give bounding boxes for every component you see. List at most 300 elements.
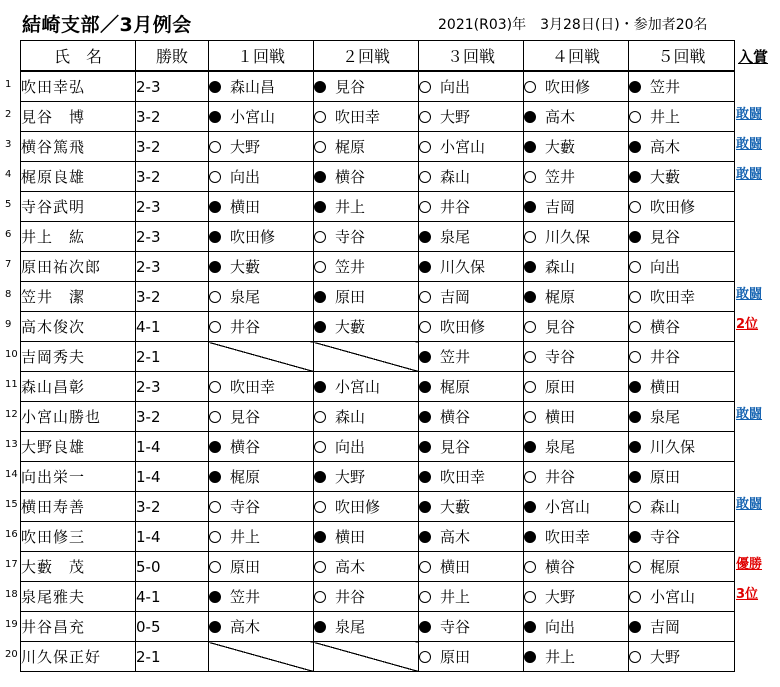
player-name: 高木俊次 xyxy=(21,312,136,342)
win-mark-icon xyxy=(314,291,326,303)
award-badge xyxy=(736,370,780,400)
round-result-cell xyxy=(209,102,314,132)
win-loss-record: 3-2 xyxy=(136,282,209,312)
row-number: 17 xyxy=(5,559,18,570)
opponent-name: 横谷 xyxy=(335,168,366,186)
player-name: 吉岡秀夫 xyxy=(21,342,136,372)
round-result-cell xyxy=(209,162,314,192)
opponent-name: 見谷 xyxy=(545,318,576,336)
round-result-cell xyxy=(524,432,629,462)
bye-cell xyxy=(314,642,419,672)
player-name: 大野良雄 xyxy=(21,432,136,462)
round-result-cell xyxy=(524,192,629,222)
win-mark-icon xyxy=(419,621,431,633)
loss-mark-icon xyxy=(524,381,536,393)
opponent-name: 大野 xyxy=(545,588,576,606)
opponent-name: 小宮山 xyxy=(650,588,696,606)
loss-mark-icon xyxy=(419,111,431,123)
round-result-cell xyxy=(419,252,524,282)
opponent-name: 寺谷 xyxy=(440,618,471,636)
win-mark-icon xyxy=(524,141,536,153)
opponent-name: 向出 xyxy=(335,438,366,456)
player-name: 小宮山勝也 xyxy=(21,402,136,432)
opponent-name: 原田 xyxy=(230,558,261,576)
round-result-cell xyxy=(524,71,629,102)
table-row xyxy=(21,642,735,672)
loss-mark-icon xyxy=(524,81,536,93)
opponent-name: 吉岡 xyxy=(440,288,471,306)
row-number: 1 xyxy=(5,79,12,90)
round-result-cell xyxy=(419,462,524,492)
opponent-name: 横田 xyxy=(230,198,261,216)
row-number: 7 xyxy=(5,259,12,270)
round-result-cell xyxy=(524,642,629,672)
round-result-cell xyxy=(524,162,629,192)
opponent-name: 梶原 xyxy=(440,378,471,396)
header-round-5: ５回戦 xyxy=(629,41,735,72)
opponent-name: 井谷 xyxy=(545,468,576,486)
loss-mark-icon xyxy=(314,501,326,513)
opponent-name: 泉尾 xyxy=(335,618,366,636)
win-mark-icon xyxy=(419,531,431,543)
bye-cell xyxy=(209,342,314,372)
win-mark-icon xyxy=(209,441,221,453)
opponent-name: 井上 xyxy=(650,108,681,126)
win-loss-record: 2-3 xyxy=(136,252,209,282)
player-name: 吹田幸弘 xyxy=(21,71,136,102)
opponent-name: 森山 xyxy=(440,168,471,186)
round-result-cell xyxy=(209,612,314,642)
opponent-name: 小宮山 xyxy=(335,378,381,396)
loss-mark-icon xyxy=(524,411,536,423)
round-result-cell xyxy=(314,162,419,192)
win-mark-icon xyxy=(419,351,431,363)
opponent-name: 笠井 xyxy=(335,258,366,276)
loss-mark-icon xyxy=(524,471,536,483)
opponent-name: 吹田幸 xyxy=(335,108,381,126)
row-number: 13 xyxy=(5,439,18,450)
award-badge xyxy=(736,610,780,640)
opponent-name: 高木 xyxy=(230,618,261,636)
round-result-cell xyxy=(524,372,629,402)
round-result-cell xyxy=(419,222,524,252)
round-result-cell xyxy=(524,342,629,372)
round-result-cell xyxy=(209,432,314,462)
loss-mark-icon xyxy=(524,171,536,183)
opponent-name: 高木 xyxy=(335,558,366,576)
table-row xyxy=(21,492,735,522)
award-badge: 2位 xyxy=(736,317,759,332)
event-date-info: 2021(R03)年 3月28日(日)・参加者20名 xyxy=(438,17,708,33)
row-number: 11 xyxy=(5,379,18,390)
round-result-cell xyxy=(524,522,629,552)
round-result-cell xyxy=(524,612,629,642)
award-badge xyxy=(736,640,780,670)
opponent-name: 大野 xyxy=(440,108,471,126)
round-result-cell xyxy=(314,192,419,222)
table-row xyxy=(21,162,735,192)
round-result-cell xyxy=(629,71,735,102)
header-award: 入賞 xyxy=(738,48,769,66)
win-loss-record: 2-3 xyxy=(136,222,209,252)
award-badge xyxy=(736,460,780,490)
round-result-cell xyxy=(209,522,314,552)
opponent-name: 高木 xyxy=(650,138,681,156)
win-mark-icon xyxy=(314,621,326,633)
round-result-cell xyxy=(524,252,629,282)
win-loss-record: 2-3 xyxy=(136,372,209,402)
win-mark-icon xyxy=(524,621,536,633)
table-row xyxy=(21,372,735,402)
opponent-name: 吉岡 xyxy=(650,618,681,636)
round-result-cell xyxy=(524,102,629,132)
win-mark-icon xyxy=(524,531,536,543)
opponent-name: 高木 xyxy=(440,528,471,546)
round-result-cell xyxy=(629,312,735,342)
opponent-name: 原田 xyxy=(440,648,471,666)
win-loss-record: 5-0 xyxy=(136,552,209,582)
loss-mark-icon xyxy=(314,141,326,153)
opponent-name: 川久保 xyxy=(440,258,486,276)
row-number: 3 xyxy=(5,139,12,150)
round-result-cell xyxy=(629,582,735,612)
award-badge: 敢闘 xyxy=(736,107,763,122)
win-mark-icon xyxy=(629,531,641,543)
round-result-cell xyxy=(629,522,735,552)
row-number: 5 xyxy=(5,199,12,210)
round-result-cell xyxy=(314,312,419,342)
opponent-name: 吹田修 xyxy=(335,498,381,516)
round-result-cell xyxy=(524,282,629,312)
opponent-name: 見谷 xyxy=(335,78,366,96)
win-mark-icon xyxy=(209,231,221,243)
win-mark-icon xyxy=(209,201,221,213)
table-row xyxy=(21,582,735,612)
round-result-cell xyxy=(314,402,419,432)
win-loss-record: 3-2 xyxy=(136,132,209,162)
win-loss-record: 3-2 xyxy=(136,102,209,132)
opponent-name: 吹田幸 xyxy=(650,288,696,306)
win-mark-icon xyxy=(629,441,641,453)
win-mark-icon xyxy=(524,201,536,213)
loss-mark-icon xyxy=(629,111,641,123)
loss-mark-icon xyxy=(209,561,221,573)
award-badge xyxy=(736,70,780,100)
round-result-cell xyxy=(419,552,524,582)
award-badge xyxy=(736,520,780,550)
opponent-name: 横田 xyxy=(545,408,576,426)
opponent-name: 梶原 xyxy=(650,558,681,576)
round-result-cell xyxy=(419,402,524,432)
player-name: 原田祐次郎 xyxy=(21,252,136,282)
win-mark-icon xyxy=(314,81,326,93)
win-mark-icon xyxy=(629,621,641,633)
round-result-cell xyxy=(314,252,419,282)
row-number: 4 xyxy=(5,169,12,180)
round-result-cell xyxy=(419,282,524,312)
header-round-4: ４回戦 xyxy=(524,41,629,72)
win-mark-icon xyxy=(419,231,431,243)
row-number: 8 xyxy=(5,289,12,300)
loss-mark-icon xyxy=(209,531,221,543)
opponent-name: 井上 xyxy=(440,588,471,606)
table-row xyxy=(21,312,735,342)
player-name: 梶原良雄 xyxy=(21,162,136,192)
opponent-name: 原田 xyxy=(545,378,576,396)
loss-mark-icon xyxy=(629,291,641,303)
player-name: 大藪 茂 xyxy=(21,552,136,582)
player-name: 横田寿善 xyxy=(21,492,136,522)
win-mark-icon xyxy=(314,201,326,213)
award-badge: 敢闘 xyxy=(736,407,763,422)
table-row xyxy=(21,222,735,252)
round-result-cell xyxy=(209,492,314,522)
win-mark-icon xyxy=(524,651,536,663)
round-result-cell xyxy=(629,222,735,252)
opponent-name: 泉尾 xyxy=(650,408,681,426)
opponent-name: 大野 xyxy=(335,468,366,486)
opponent-name: 原田 xyxy=(335,288,366,306)
loss-mark-icon xyxy=(629,351,641,363)
player-name: 川久保正好 xyxy=(21,642,136,672)
opponent-name: 大藪 xyxy=(440,498,471,516)
round-result-cell xyxy=(524,312,629,342)
opponent-name: 泉尾 xyxy=(230,288,261,306)
loss-mark-icon xyxy=(629,501,641,513)
table-row xyxy=(21,462,735,492)
player-name: 森山昌彰 xyxy=(21,372,136,402)
round-result-cell xyxy=(209,462,314,492)
win-mark-icon xyxy=(629,471,641,483)
loss-mark-icon xyxy=(314,441,326,453)
round-result-cell xyxy=(524,462,629,492)
table-row xyxy=(21,71,735,102)
player-name: 泉尾雅夫 xyxy=(21,582,136,612)
table-row xyxy=(21,282,735,312)
loss-mark-icon xyxy=(524,321,536,333)
round-result-cell xyxy=(419,522,524,552)
table-row xyxy=(21,252,735,282)
header-round-1: １回戦 xyxy=(209,41,314,72)
opponent-name: 大野 xyxy=(650,648,681,666)
round-result-cell xyxy=(629,192,735,222)
player-name: 見谷 博 xyxy=(21,102,136,132)
win-mark-icon xyxy=(419,501,431,513)
win-mark-icon xyxy=(524,441,536,453)
opponent-name: 向出 xyxy=(650,258,681,276)
round-result-cell xyxy=(629,462,735,492)
table-row xyxy=(21,552,735,582)
round-result-cell xyxy=(419,432,524,462)
win-mark-icon xyxy=(209,111,221,123)
opponent-name: 寺谷 xyxy=(230,498,261,516)
opponent-name: 森山昌 xyxy=(230,78,276,96)
round-result-cell xyxy=(629,162,735,192)
loss-mark-icon xyxy=(209,141,221,153)
win-mark-icon xyxy=(524,261,536,273)
opponent-name: 寺谷 xyxy=(545,348,576,366)
table-row xyxy=(21,192,735,222)
opponent-name: 横田 xyxy=(440,558,471,576)
round-result-cell xyxy=(524,492,629,522)
opponent-name: 梶原 xyxy=(335,138,366,156)
player-name: 向出栄一 xyxy=(21,462,136,492)
player-name: 井谷昌充 xyxy=(21,612,136,642)
row-number: 12 xyxy=(5,409,18,420)
loss-mark-icon xyxy=(524,591,536,603)
award-badge: 3位 xyxy=(736,587,759,602)
loss-mark-icon xyxy=(629,261,641,273)
opponent-name: 井上 xyxy=(230,528,261,546)
win-loss-record: 2-1 xyxy=(136,342,209,372)
win-mark-icon xyxy=(314,471,326,483)
win-mark-icon xyxy=(209,621,221,633)
table-row xyxy=(21,102,735,132)
table-row xyxy=(21,132,735,162)
loss-mark-icon xyxy=(629,561,641,573)
round-result-cell xyxy=(209,312,314,342)
opponent-name: 井上 xyxy=(545,648,576,666)
award-badge xyxy=(736,430,780,460)
win-loss-record: 3-2 xyxy=(136,492,209,522)
win-mark-icon xyxy=(524,501,536,513)
award-badge: 敢闘 xyxy=(736,287,763,302)
win-mark-icon xyxy=(314,321,326,333)
row-number: 10 xyxy=(5,349,18,360)
player-name: 井上 紘 xyxy=(21,222,136,252)
round-result-cell xyxy=(314,282,419,312)
award-badge: 敢闘 xyxy=(736,137,763,152)
win-loss-record: 4-1 xyxy=(136,312,209,342)
opponent-name: 井谷 xyxy=(650,348,681,366)
round-result-cell xyxy=(419,582,524,612)
opponent-name: 横田 xyxy=(335,528,366,546)
win-loss-record: 2-3 xyxy=(136,192,209,222)
table-row xyxy=(21,612,735,642)
round-result-cell xyxy=(209,192,314,222)
round-result-cell xyxy=(314,492,419,522)
opponent-name: 横谷 xyxy=(545,558,576,576)
opponent-name: 梶原 xyxy=(230,468,261,486)
round-result-cell xyxy=(419,342,524,372)
loss-mark-icon xyxy=(629,591,641,603)
loss-mark-icon xyxy=(419,561,431,573)
award-badge: 敢闘 xyxy=(736,497,763,512)
row-number: 20 xyxy=(5,649,18,660)
opponent-name: 大野 xyxy=(230,138,261,156)
opponent-name: 吹田修 xyxy=(545,78,591,96)
round-result-cell xyxy=(314,102,419,132)
opponent-name: 吹田幸 xyxy=(230,378,276,396)
round-result-cell xyxy=(419,102,524,132)
table-row xyxy=(21,402,735,432)
header-name: 氏 名 xyxy=(21,41,136,72)
round-result-cell xyxy=(524,552,629,582)
win-mark-icon xyxy=(419,261,431,273)
round-result-cell xyxy=(629,612,735,642)
win-loss-record: 2-1 xyxy=(136,642,209,672)
round-result-cell xyxy=(419,642,524,672)
loss-mark-icon xyxy=(419,291,431,303)
win-loss-record: 3-2 xyxy=(136,402,209,432)
loss-mark-icon xyxy=(209,291,221,303)
round-result-cell xyxy=(314,372,419,402)
opponent-name: 向出 xyxy=(440,78,471,96)
opponent-name: 森山 xyxy=(335,408,366,426)
opponent-name: 小宮山 xyxy=(545,498,591,516)
opponent-name: 川久保 xyxy=(545,228,591,246)
bye-cell xyxy=(209,642,314,672)
round-result-cell xyxy=(314,222,419,252)
win-mark-icon xyxy=(314,171,326,183)
round-result-cell xyxy=(524,222,629,252)
round-result-cell xyxy=(629,432,735,462)
round-result-cell xyxy=(314,432,419,462)
round-result-cell xyxy=(524,582,629,612)
win-mark-icon xyxy=(419,441,431,453)
opponent-name: 横谷 xyxy=(650,318,681,336)
win-mark-icon xyxy=(314,381,326,393)
table-row xyxy=(21,432,735,462)
opponent-name: 井谷 xyxy=(230,318,261,336)
round-result-cell xyxy=(419,162,524,192)
opponent-name: 大藪 xyxy=(230,258,261,276)
loss-mark-icon xyxy=(209,411,221,423)
win-mark-icon xyxy=(524,291,536,303)
round-result-cell xyxy=(209,132,314,162)
loss-mark-icon xyxy=(209,381,221,393)
opponent-name: 吹田修 xyxy=(440,318,486,336)
opponent-name: 井谷 xyxy=(335,588,366,606)
opponent-name: 見谷 xyxy=(650,228,681,246)
award-badge xyxy=(736,220,780,250)
round-result-cell xyxy=(314,462,419,492)
opponent-name: 原田 xyxy=(650,468,681,486)
row-number: 14 xyxy=(5,469,18,480)
loss-mark-icon xyxy=(314,261,326,273)
row-number: 2 xyxy=(5,109,12,120)
round-result-cell xyxy=(419,71,524,102)
loss-mark-icon xyxy=(209,171,221,183)
round-result-cell xyxy=(419,192,524,222)
round-result-cell xyxy=(419,312,524,342)
row-number: 16 xyxy=(5,529,18,540)
page-title: 結崎支部／3月例会 xyxy=(22,14,192,36)
opponent-name: 吹田幸 xyxy=(440,468,486,486)
row-number: 9 xyxy=(5,319,12,330)
loss-mark-icon xyxy=(209,321,221,333)
round-result-cell xyxy=(629,252,735,282)
round-result-cell xyxy=(629,102,735,132)
header-row xyxy=(21,41,735,72)
win-loss-record: 1-4 xyxy=(136,522,209,552)
header-score: 勝敗 xyxy=(136,41,209,72)
round-result-cell xyxy=(629,642,735,672)
loss-mark-icon xyxy=(314,591,326,603)
row-number: 15 xyxy=(5,499,18,510)
loss-mark-icon xyxy=(209,501,221,513)
loss-mark-icon xyxy=(419,201,431,213)
round-result-cell xyxy=(209,71,314,102)
header-round-2: ２回戦 xyxy=(314,41,419,72)
round-result-cell xyxy=(629,552,735,582)
award-badge xyxy=(736,250,780,280)
opponent-name: 川久保 xyxy=(650,438,696,456)
loss-mark-icon xyxy=(524,561,536,573)
row-number-column xyxy=(0,70,20,670)
player-name: 寺谷武明 xyxy=(21,192,136,222)
round-result-cell xyxy=(209,372,314,402)
